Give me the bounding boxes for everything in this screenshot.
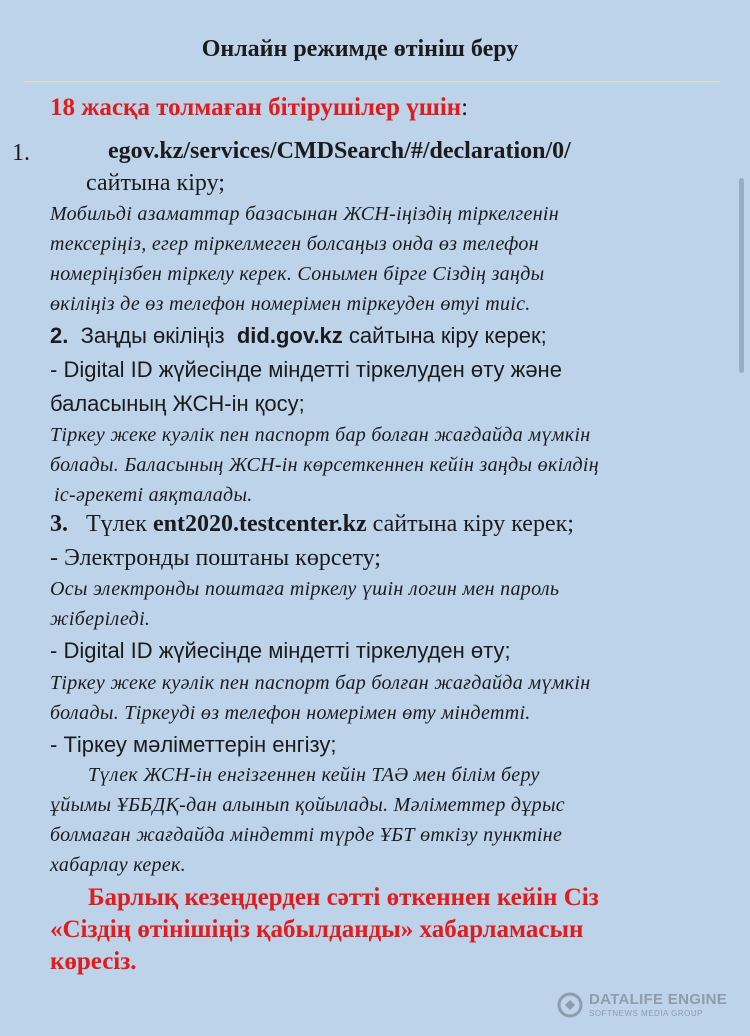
step3-note-line: ұйымы ҰББДҚ-дан алынып қойылады. Мәліметтер дұрыс — [50, 794, 565, 816]
step3-note-line: Түлек ЖСН-ін енгізгеннен кейін ТАӘ мен білім беру — [88, 764, 540, 786]
step1-number: 1. — [12, 140, 30, 166]
step2-url: did.gov.kz — [236, 323, 343, 348]
title-divider — [24, 81, 720, 82]
step3-note-line: Тіркеу жеке куәлік пен паспорт бар болған жағдайда мүмкін — [50, 672, 591, 694]
watermark-name: DATALIFE ENGINE — [589, 991, 728, 1008]
final-message-line: көресіз. — [50, 948, 137, 975]
step2-pre: Заңды өкіліңіз — [80, 323, 225, 348]
scrollbar-thumb[interactable] — [739, 178, 744, 373]
audience-heading — [50, 94, 468, 122]
datalife-logo-icon — [557, 992, 583, 1018]
step3-note-line: болмаған жағдайда міндетті түрде ҰБТ өткізу пунктіне — [50, 824, 563, 846]
step2-item: - Digital ID жүйесінде міндетті тіркелуден өту және — [50, 357, 562, 382]
page-title: Онлайн режимде өтініш беру — [201, 36, 519, 62]
step3-item: - Тіркеу мәліметтерін енгізу; — [50, 732, 337, 757]
audience-heading-text: 18 жасқа толмаған бітірушілер үшін — [50, 94, 462, 121]
step2-item: баласының ЖСН-ін қосу; — [50, 391, 305, 416]
step3-pre: Түлек — [86, 511, 147, 537]
step1-note-line: тексеріңіз, егер тіркелмеген болсаңыз онда өз телефон — [50, 233, 539, 255]
watermark — [557, 990, 737, 1024]
step3-item: - Digital ID жүйесінде міндетті тіркелуден өту; — [50, 638, 511, 663]
step3-number: 3. — [50, 511, 68, 537]
step3-item: - Электронды поштаны көрсету; — [50, 545, 381, 571]
step2-note-line: болады. Баласының ЖСН-ін көрсеткеннен кейін заңды өкілдің — [50, 454, 600, 476]
step1-note-line: өкіліңіз де өз телефон номерімен тіркеуден өтуі тиіс. — [50, 293, 531, 315]
step3-note-line: Осы электронды поштаға тіркелу үшін логин мен пароль — [50, 578, 560, 600]
step2-heading — [50, 323, 547, 349]
step1-note-line: Мобильді азаматтар базасынан ЖСН-іңіздің тіркелгенін — [50, 203, 559, 225]
final-message-line: «Сіздің өтінішіңіз қабылданды» хабарламасын — [50, 916, 584, 943]
step2-note-line: Тіркеу жеке куәлік пен паспорт бар болған жағдайда мүмкін — [50, 424, 591, 446]
step3-note-line: хабарлау керек. — [50, 854, 186, 876]
step1-text: сайтына кіру; — [86, 170, 225, 196]
final-message-line: Барлық кезеңдерден сәтті өткеннен кейін Сіз — [88, 884, 599, 911]
step3-note-line: болады. Тіркеуді өз телефон номерімен өту міндетті. — [50, 702, 531, 724]
step3-url: ent2020.testcenter.kz — [152, 511, 367, 537]
watermark-sub: SOFTNEWS MEDIA GROUP — [589, 1009, 704, 1018]
step2-note-line: іс-әрекеті аяқталады. — [54, 484, 253, 506]
step2-post: сайтына кіру керек; — [348, 323, 547, 348]
step3-heading — [50, 511, 574, 538]
step1-note-line: номеріңізбен тіркелу керек. Сонымен бірге Сіздің заңды — [50, 263, 545, 285]
step2-number: 2. — [50, 323, 69, 348]
step3-note-line: жіберіледі. — [50, 608, 151, 630]
step1-url: egov.kz/services/CMDSearch/#/declaration/0/ — [108, 138, 571, 164]
step3-post: сайтына кіру керек; — [372, 511, 574, 537]
audience-heading-colon: : — [461, 94, 469, 121]
